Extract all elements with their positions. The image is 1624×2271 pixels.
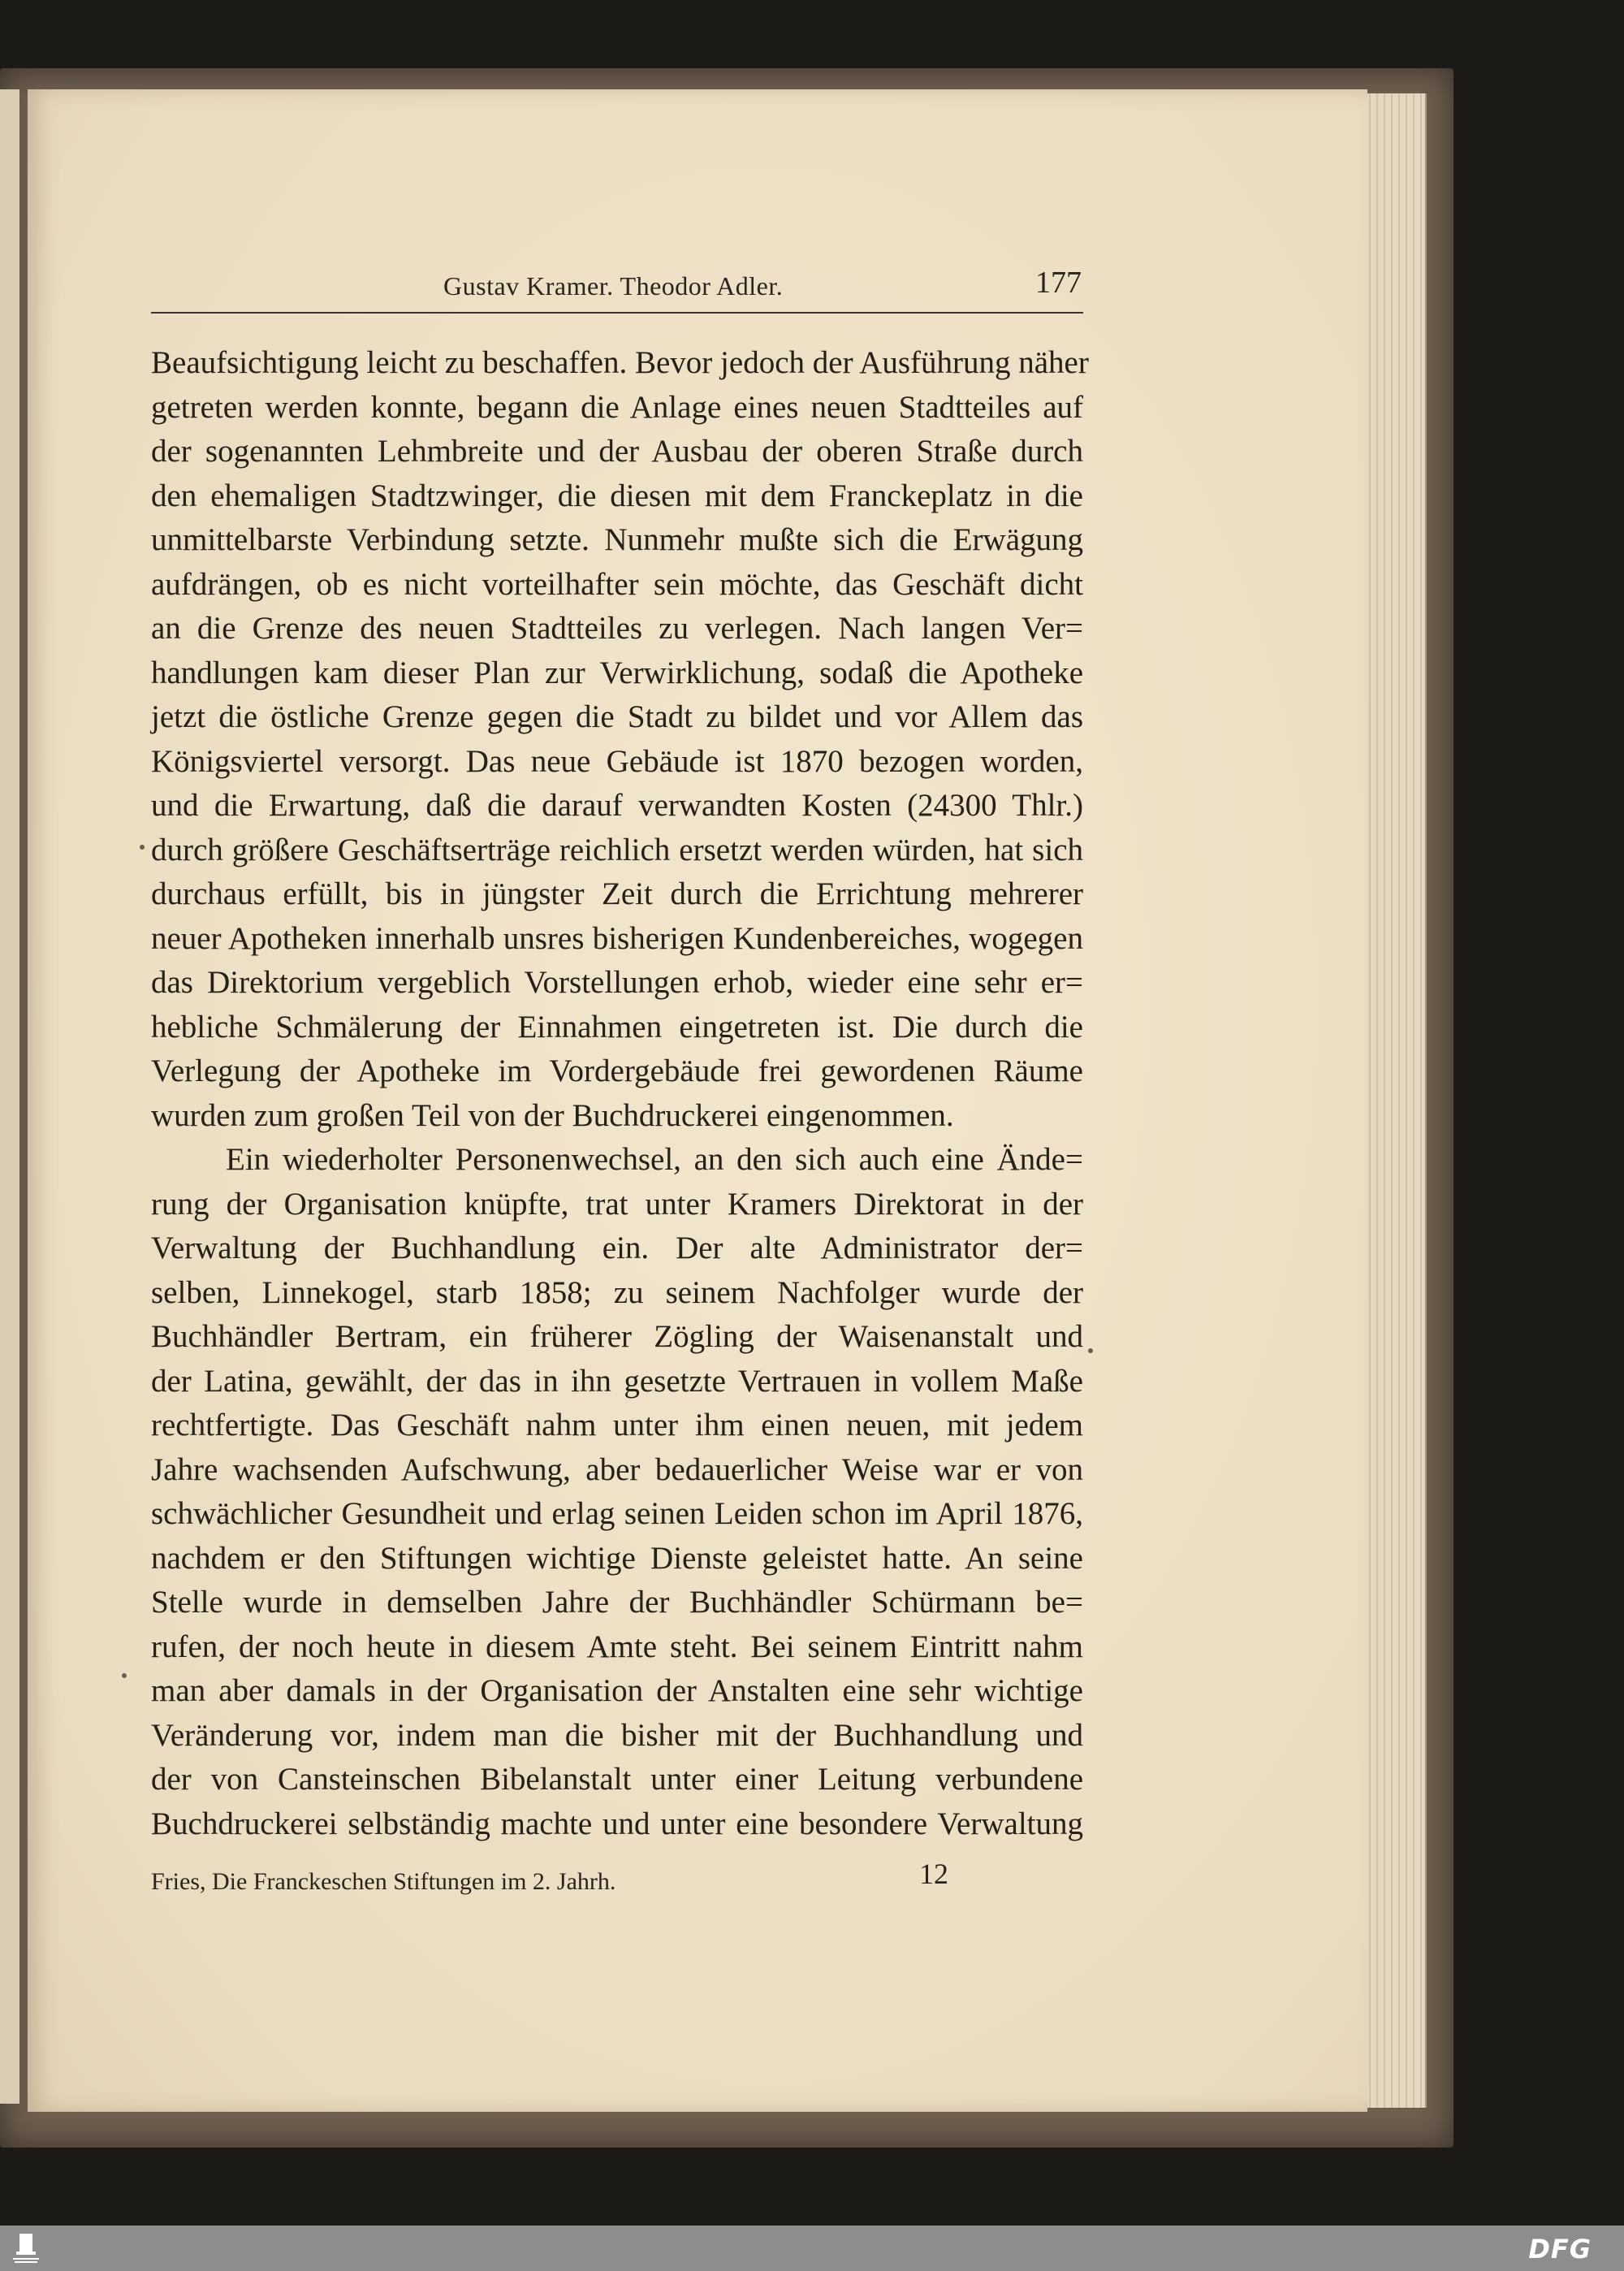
text-line: neuer Apotheken innerhalb unsres bisherigen Kundenbereiches, wogegen xyxy=(151,920,1083,956)
text-line: Verwaltung der Buchhandlung ein. Der alte Administrator der= xyxy=(151,1231,1083,1265)
text-line: durchaus erfüllt, bis in jüngster Zeit durch die Errichtung mehrerer xyxy=(151,876,1083,911)
text-line: getreten werden konnte, begann die Anlage eines neuen Stadtteiles auf xyxy=(151,389,1083,425)
pencil-mark xyxy=(122,1673,127,1678)
page-header xyxy=(151,266,1083,314)
signature-mark: 12 xyxy=(919,1858,948,1890)
pencil-mark xyxy=(140,845,145,850)
text-line: das Direktorium vergeblich Vorstellungen erhob, wieder eine sehr er= xyxy=(151,965,1083,1000)
text-line: der sogenannten Lehmbreite und der Ausbau der oberen Straße durch xyxy=(151,434,1083,469)
text-line: hebliche Schmälerung der Einnahmen eingetreten ist. Die durch die xyxy=(151,1009,1083,1045)
text-line: Jahre wachsenden Aufschwung, aber bedauerlicher Weise war er von xyxy=(151,1451,1083,1487)
text-line: Königsviertel versorgt. Das neue Gebäude ist 1870 bezogen worden, xyxy=(151,743,1083,779)
text-line: Ein wiederholter Personenwechsel, an den sich auch eine Ände= xyxy=(226,1142,1083,1177)
text-line: Beaufsichtigung leicht zu beschaffen. Bevor jedoch der Ausführung näher xyxy=(151,345,1089,380)
page-number: 177 xyxy=(1035,266,1082,300)
text-line: unmittelbarste Verbindung setzte. Nunmehr mußte sich die Erwägung xyxy=(151,522,1083,557)
text-line: und die Erwartung, daß die darauf verwandten Kosten (24300 Thlr.) xyxy=(151,788,1083,823)
left-page-edge xyxy=(0,89,19,2104)
text-line: schwächlicher Gesundheit und erlag seinen Leiden schon im April 1876, xyxy=(151,1496,1083,1531)
library-logo-icon xyxy=(10,2229,42,2266)
text-line: selben, Linnekogel, starb 1858; zu seinem Nachfolger wurde der xyxy=(151,1274,1083,1310)
text-line: handlungen kam dieser Plan zur Verwirklichung, sodaß die Apotheke xyxy=(151,655,1083,690)
text-line: der Latina, gewählt, der das in ihn gesetzte Vertrauen in vollem Maße xyxy=(151,1363,1083,1399)
text-line: durch größere Geschäftserträge reichlich ersetzt werden würden, hat sich xyxy=(151,832,1083,867)
page-footer xyxy=(151,1858,1083,1902)
text-line: rufen, der noch heute in diesem Amte steht. Bei seinem Eintritt nahm xyxy=(151,1629,1083,1664)
text-line: nachdem er den Stiftungen wichtige Dienste geleistet hatte. An seine xyxy=(151,1540,1083,1576)
viewer-footer-bar xyxy=(0,2226,1624,2271)
text-line: rung der Organisation knüpfte, trat unter Kramers Direktorat in der xyxy=(151,1186,1083,1222)
text-line: rechtfertigte. Das Geschäft nahm unter ihm einen neuen, mit jedem xyxy=(151,1408,1083,1443)
text-line: Buchdruckerei selbständig machte und unter eine besondere Verwaltung xyxy=(151,1806,1083,1841)
text-line: der von Cansteinschen Bibelanstalt unter einer Leitung verbundene xyxy=(151,1762,1083,1797)
printer-signature: Fries, Die Franckeschen Stiftungen im 2. Jahrh. xyxy=(151,1868,616,1895)
text-line: Buchhändler Bertram, ein früherer Zögling der Waisenanstalt und xyxy=(151,1319,1083,1354)
text-line: aufdrängen, ob es nicht vorteilhafter sein möchte, das Geschäft dicht xyxy=(151,566,1083,602)
running-title: Gustav Kramer. Theodor Adler. xyxy=(443,271,784,301)
pencil-mark xyxy=(1088,1348,1093,1353)
text-line: Stelle wurde in demselben Jahre der Buchhändler Schürmann be= xyxy=(151,1585,1083,1620)
text-line: wurden zum großen Teil von der Buchdruckerei eingenommen. xyxy=(151,1097,954,1133)
text-line: man aber damals in der Organisation der Anstalten eine sehr wichtige xyxy=(151,1673,1083,1708)
text-line: an die Grenze des neuen Stadtteiles zu verlegen. Nach langen Ver= xyxy=(151,611,1083,646)
text-line: jetzt die östliche Grenze gegen die Stadt zu bildet und vor Allem das xyxy=(151,699,1083,734)
text-line: den ehemaligen Stadtzwinger, die diesen mit dem Franckeplatz in die xyxy=(151,478,1083,513)
body-text xyxy=(151,341,1089,1846)
text-line: Veränderung vor, indem man die bisher mit der Buchhandlung und xyxy=(151,1717,1083,1753)
dfg-logo: DFG xyxy=(1528,2234,1592,2265)
text-line: Verlegung der Apotheke im Vordergebäude frei gewordenen Räume xyxy=(151,1053,1083,1088)
